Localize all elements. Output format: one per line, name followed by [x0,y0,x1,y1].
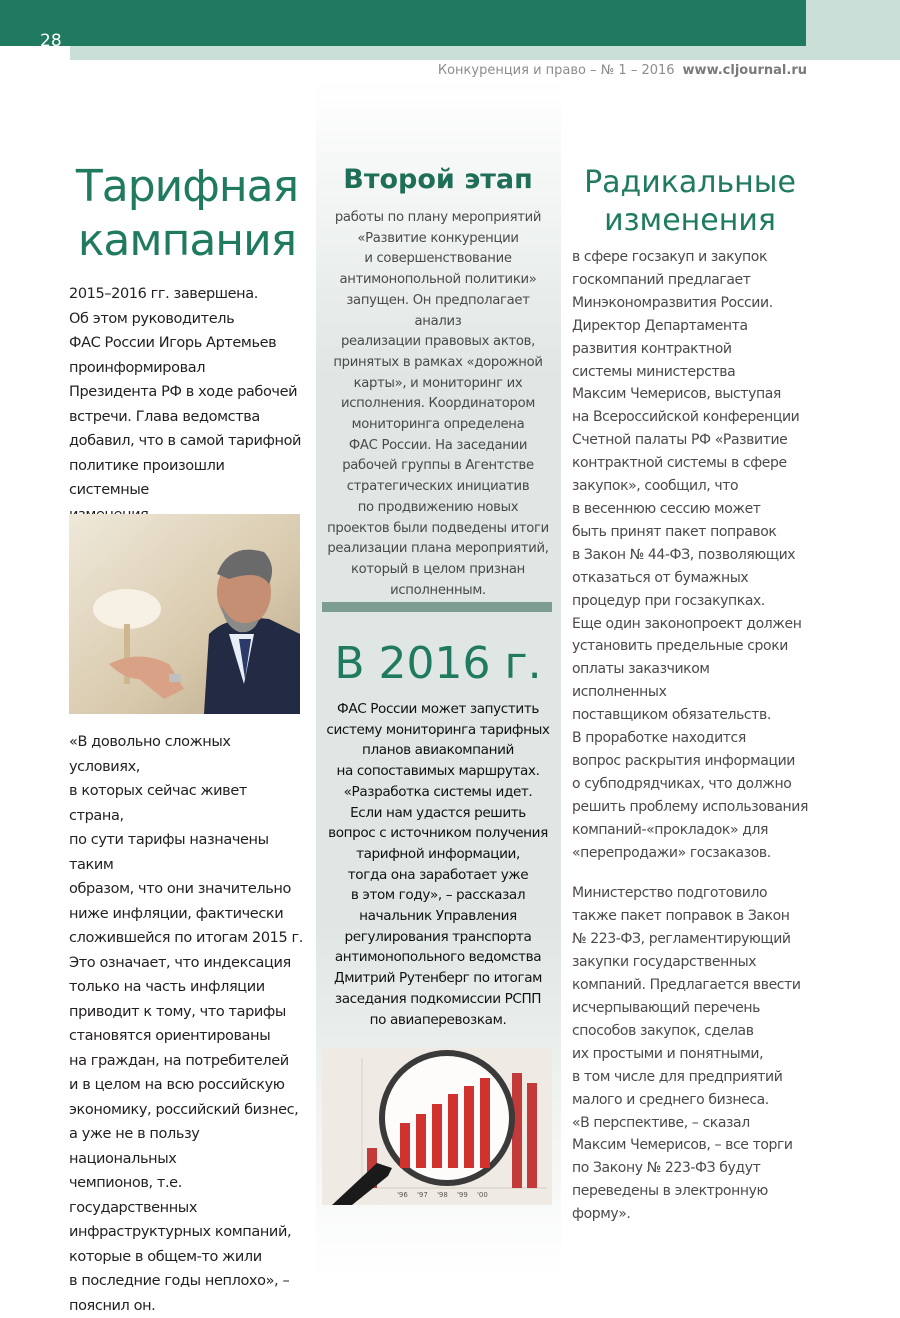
header-dark-strip [70,0,806,46]
left-quote-block [69,730,305,1318]
left-paragraph-2: «В довольно сложных условиях, в которых сейчас живет страна, по сути тарифы назначены таким образом, что они значительно ниже инфляции, фактически сложившейся по итогам 2015 г. Это означает, что индексация только на часть инфляции приводит к тому, что тарифы становятся ориентированы на граждан, на потребителей и в целом на всю российскую экономику, российский бизнес, а уже не в пользу национальных чемпионов, т.е. государственных инфраструктурных компаний, которые в общем-то жили в последние годы неплохо», – пояснил он. [69,734,303,1314]
middle-block-2 [322,635,554,1030]
magnifier-chart-photo-icon [322,1048,552,1205]
photo-tick-3: '98 [437,1191,448,1199]
journal-url[interactable]: www.cljournal.ru [682,63,807,78]
middle-divider [322,602,552,612]
middle-title: Второй этап [343,164,533,195]
middle-paragraph-2: ФАС России может запустить систему мониторинга тарифных планов авиакомпаний на сопоставимых маршрутах. «Разработка системы идет. Если нам удастся решить вопрос с источником получения тарифной информации, тогда она заработает уже в этом году», – рассказал начальник Управления регулирования транспорта антимонопольного ведомства Дмитрий Рутенберг по итогам заседания подкомиссии РСПП по авиаперевозкам. [326,701,550,1028]
middle-paragraph-1: работы по плану мероприятий «Развитие конкуренции и совершенствование антимонопольной политики» запущен. Он предполагает анализ реализации правовых актов, принятых в рамках «дорожной карты», и мониторинг их исполнения. Координатором мониторинга определена ФАС России. На заседании рабочей группы в Агентстве стратегических инициатив по продвижению новых проектов были подведены итоги реализации плана мероприятий, который в целом признан исполненным. [327,210,549,598]
left-paragraph-1: 2015–2016 гг. завершена. Об этом руководитель ФАС России Игорь Артемьев проинформировал Президента РФ в ходе рабочей встречи. Глава ведомства добавил, что в самой тарифной политике произошли системные [69,286,302,498]
right-title-line1: Радикальные [584,165,796,200]
portrait-photo-icon [69,514,300,714]
header-bar [0,0,900,60]
right-paragraph-2: Министерство подготовило также пакет поправок в Закон № 223-ФЗ, регламентирующий закупки государственных компаний. Предлагается ввести исчерпывающий перечень способов закупок, сделав их простыми и понятными, в том числе для предприятий малого и среднего бизнеса. «В перспективе, – сказал Максим Чемерисов, – все торги по Закону № 223-ФЗ будут переведены в электронную форму». [572,885,801,1223]
right-title [572,164,808,240]
running-header [438,63,807,78]
photo-tick-4: '99 [457,1191,468,1199]
photo-tick-1: '96 [397,1191,408,1199]
photo-tick-5: '00 [477,1191,488,1199]
right-title-line2: изменения [604,203,776,238]
right-paragraph-1: в сфере госзакуп и закупок госкомпаний предлагает Минэкономразвития России. Директор Департамента развития контрактной системы министерства Максим Чемерисов, выступая на Всероссийской конференции Счетной палаты РФ «Развитие контрактной системы в сфере закупок», сообщил, что в весеннюю сессию может быть принят пакет поправок в Закон № 44-ФЗ, позволяющих отказаться от бумажных процедур при госзакупках. Еще один законопроект должен установить предельные сроки оплаты заказчиком исполненных поставщиком обязательств. В проработке находится вопрос раскрытия информации о субподрядчиках, что должно решить проблему использования компаний-«прокладок» для «перепродажи» госзаказов. [572,249,808,861]
journal-name: Конкуренция и право – № 1 – 2016 [437,63,675,78]
middle-column [322,160,554,601]
photo-tick-2: '97 [417,1191,428,1199]
middle-title-2: В 2016 г. [334,638,542,689]
left-title-line2: кампания [77,215,297,266]
left-title [69,160,305,268]
left-column [69,150,305,527]
left-title-line1: Тарифная [75,161,299,212]
right-column [572,160,808,1226]
page-number: 28 [40,31,62,51]
